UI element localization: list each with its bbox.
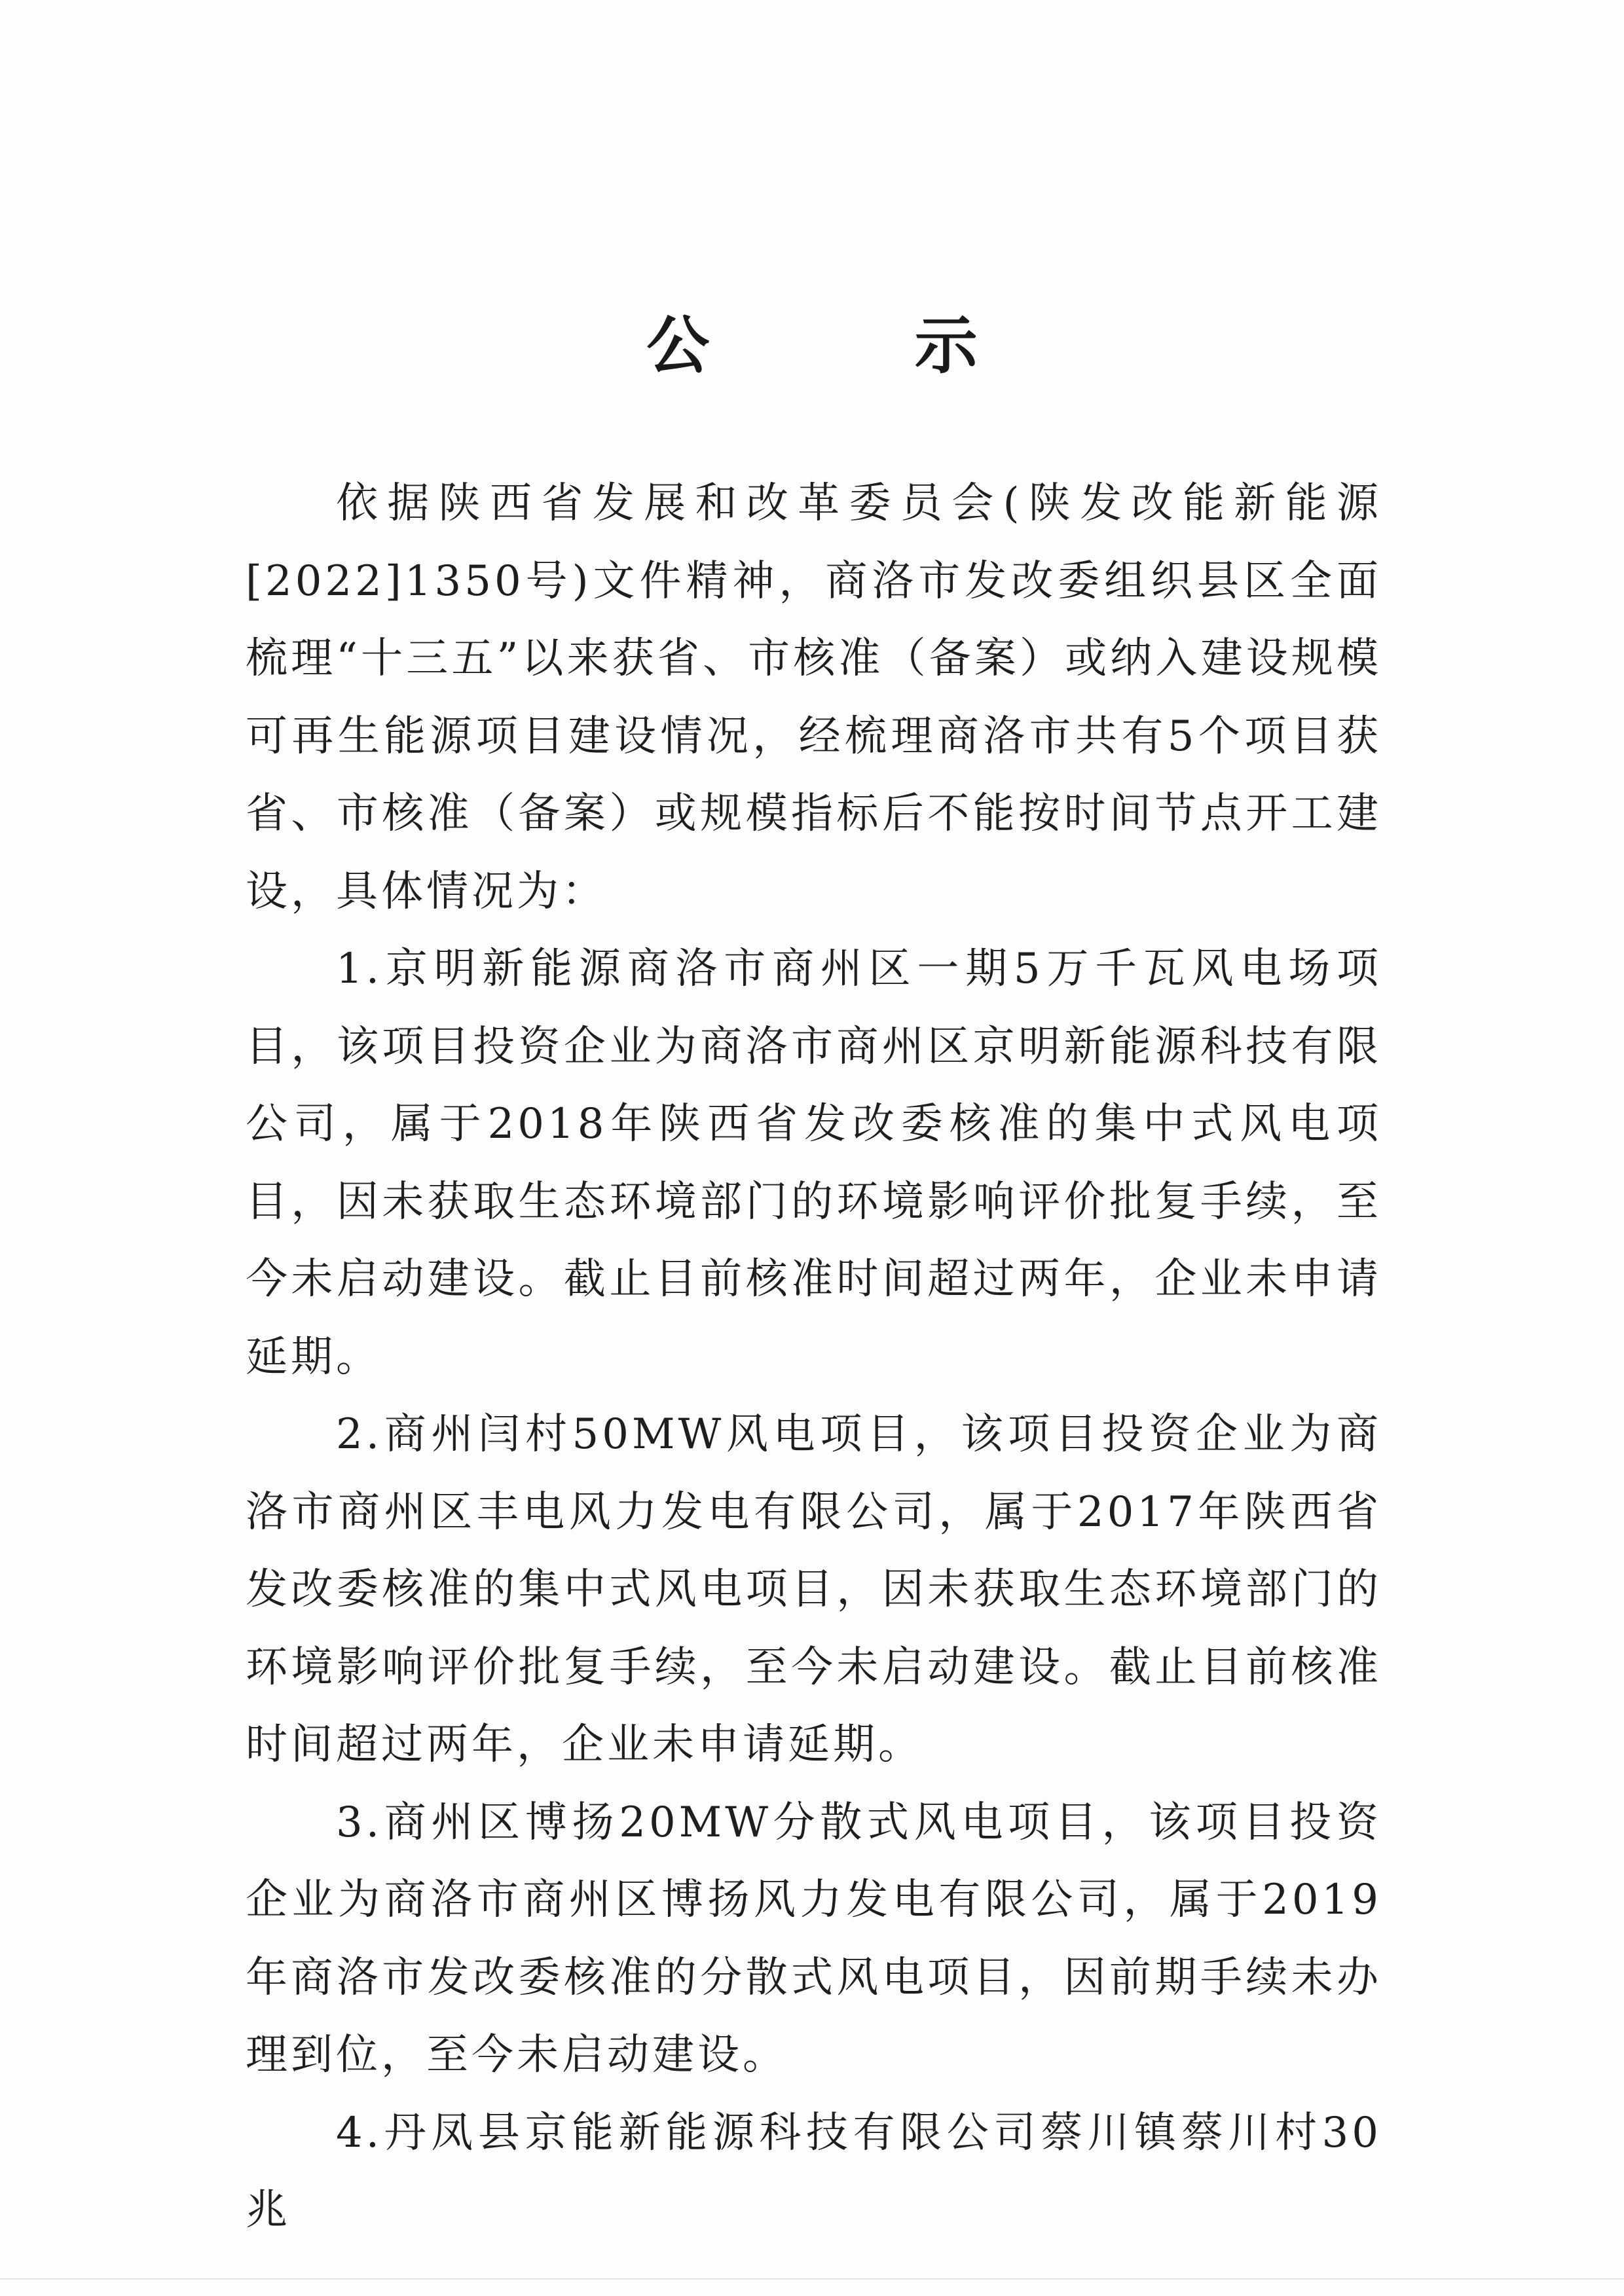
paragraph-item-1: 1.京明新能源商洛市商州区一期5万千瓦风电场项目，该项目投资企业为商洛市商州区京明新能源科技有限公司，属于2018年陕西省发改委核准的集中式风电项目，因未获取生态环境部门的环境影响评价批复手续，至今未启动建设。截止目前核准时间超过两年，企业未申请延期。: [246, 945, 1382, 1381]
page-bottom-edge: [0, 2278, 1624, 2280]
paragraph-intro: 依据陕西省发展和改革委员会(陕发改能新能源[2022]1350号)文件精神，商洛市发改委组织县区全面梳理“十三五”以来获省、市核准（备案）或纳入建设规模可再生能源项目建设情况，经梳理商洛市共有5个项目获省、市核准（备案）或规模指标后不能按时间节点开工建设，具体情况为：: [246, 479, 1382, 916]
document-title: 公 示: [646, 308, 1069, 382]
document-body: [246, 465, 1382, 2250]
paragraph-item-2: 2.商州闫村50MW风电项目，该项目投资企业为商洛市商州区丰电风力发电有限公司，属于2017年陕西省发改委核准的集中式风电项目，因未获取生态环境部门的环境影响评价批复手续，至今未启动建设。截止目前核准时间超过两年，企业未申请延期。: [246, 1410, 1382, 1769]
paragraph-item-3: 3.商州区博扬20MW分散式风电项目，该项目投资企业为商洛市商州区博扬风力发电有限公司，属于2019年商洛市发改委核准的分散式风电项目，因前期手续未办理到位，至今未启动建设。: [246, 1798, 1382, 2079]
paragraph-item-4: 4.丹凤县京能新能源科技有限公司蔡川镇蔡川村30兆: [246, 2108, 1382, 2234]
